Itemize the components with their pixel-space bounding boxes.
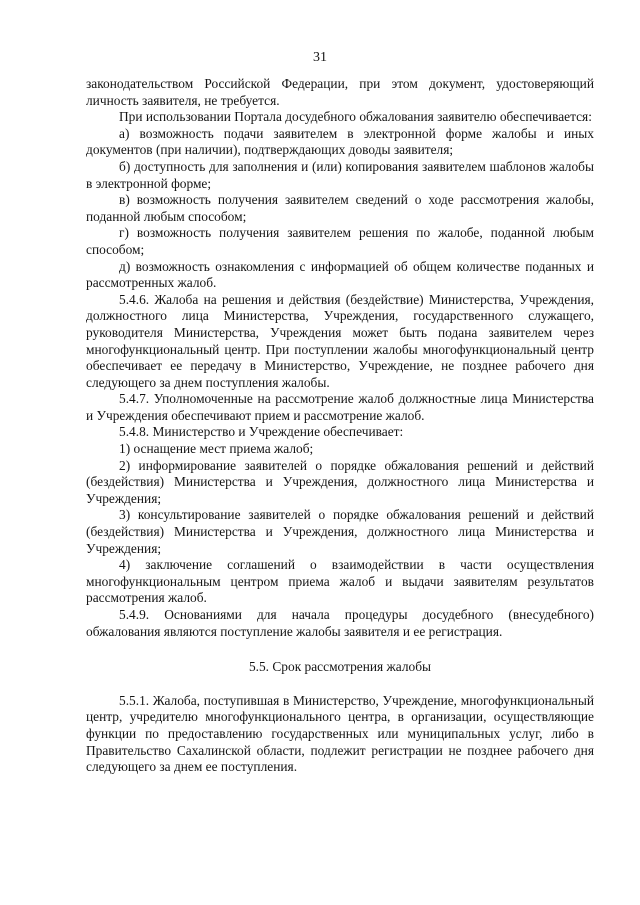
document-body (86, 76, 594, 776)
list-item: б) доступность для заполнения и (или) копирования заявителем шаблонов жалобы в электронной форме; (86, 158, 594, 191)
section-heading: 5.5. Срок рассмотрения жалобы (248, 659, 432, 675)
clause-5-5-1: 5.5.1. Жалоба, поступившая в Министерство, Учреждение, многофункциональный центр, учредителю многофункционального центра, в организации, осуществляющие функции по предоставлению государственных или муниципальных услуг, либо в Правительство Сахалинской области, подлежит регистрации не позднее рабочего дня следующего за днем ее поступления. (86, 692, 594, 775)
paragraph: При использовании Портала досудебного обжалования заявителю обеспечивается: (119, 109, 592, 125)
clause-5-4-9: 5.4.9. Основаниями для начала процедуры досудебного (внесудебного) обжалования являются поступление жалобы заявителя и ее регистрация. (86, 607, 594, 639)
list-item: д) возможность ознакомления с информацией об общем количестве поданных и рассмотренных жалоб. (86, 258, 594, 291)
page-number: 31 (313, 50, 327, 65)
clause-5-4-6: 5.4.6. Жалоба на решения и действия (бездействие) Министерства, Учреждения, должностного лица Министерства, Учреждения, государственного служащего, руководителя Министерства, Учреждения может быть подана заявителем через многофункциональный центр. При поступлении жалобы многофункциональный центр обеспечивает ее передачу в Министерство, Учреждение, не позднее рабочего дня следующего за днем поступления жалобы. (86, 291, 594, 390)
list-item: г) возможность получения заявителем решения по жалобе, поданной любым способом; (86, 225, 594, 257)
list-item: 4) заключение соглашений о взаимодействии в части осуществления многофункциональным центром приема жалоб и выдачи заявителям результатов рассмотрения жалоб. (86, 557, 594, 606)
list-item: а) возможность подачи заявителем в электронной форме жалобы и иных документов (при наличии), подтверждающих доводы заявителя; (86, 125, 594, 158)
list-item: в) возможность получения заявителем сведений о ходе рассмотрения жалобы, поданной любым способом; (86, 192, 594, 224)
paragraph: законодательством Российской Федерации, при этом документ, удостоверяющий личность заявителя, не требуется. (86, 76, 594, 108)
clause-5-4-7: 5.4.7. Уполномоченные на рассмотрение жалоб должностные лица Министерства и Учреждения обеспечивают прием и рассмотрение жалоб. (86, 391, 594, 423)
list-item: 2) информирование заявителей о порядке обжалования решений и действий (бездействия) Министерства и Учреждения, должностного лица Министерства и Учреждения; (86, 457, 594, 506)
clause-5-4-8: 5.4.8. Министерство и Учреждение обеспечивает: (119, 424, 404, 440)
list-item: 1) оснащение мест приема жалоб; (119, 441, 314, 457)
list-item: 3) консультирование заявителей о порядке обжалования решений и действий (бездействия) Министерства и Учреждения, должностного лица Министерства и Учреждения; (86, 507, 594, 556)
